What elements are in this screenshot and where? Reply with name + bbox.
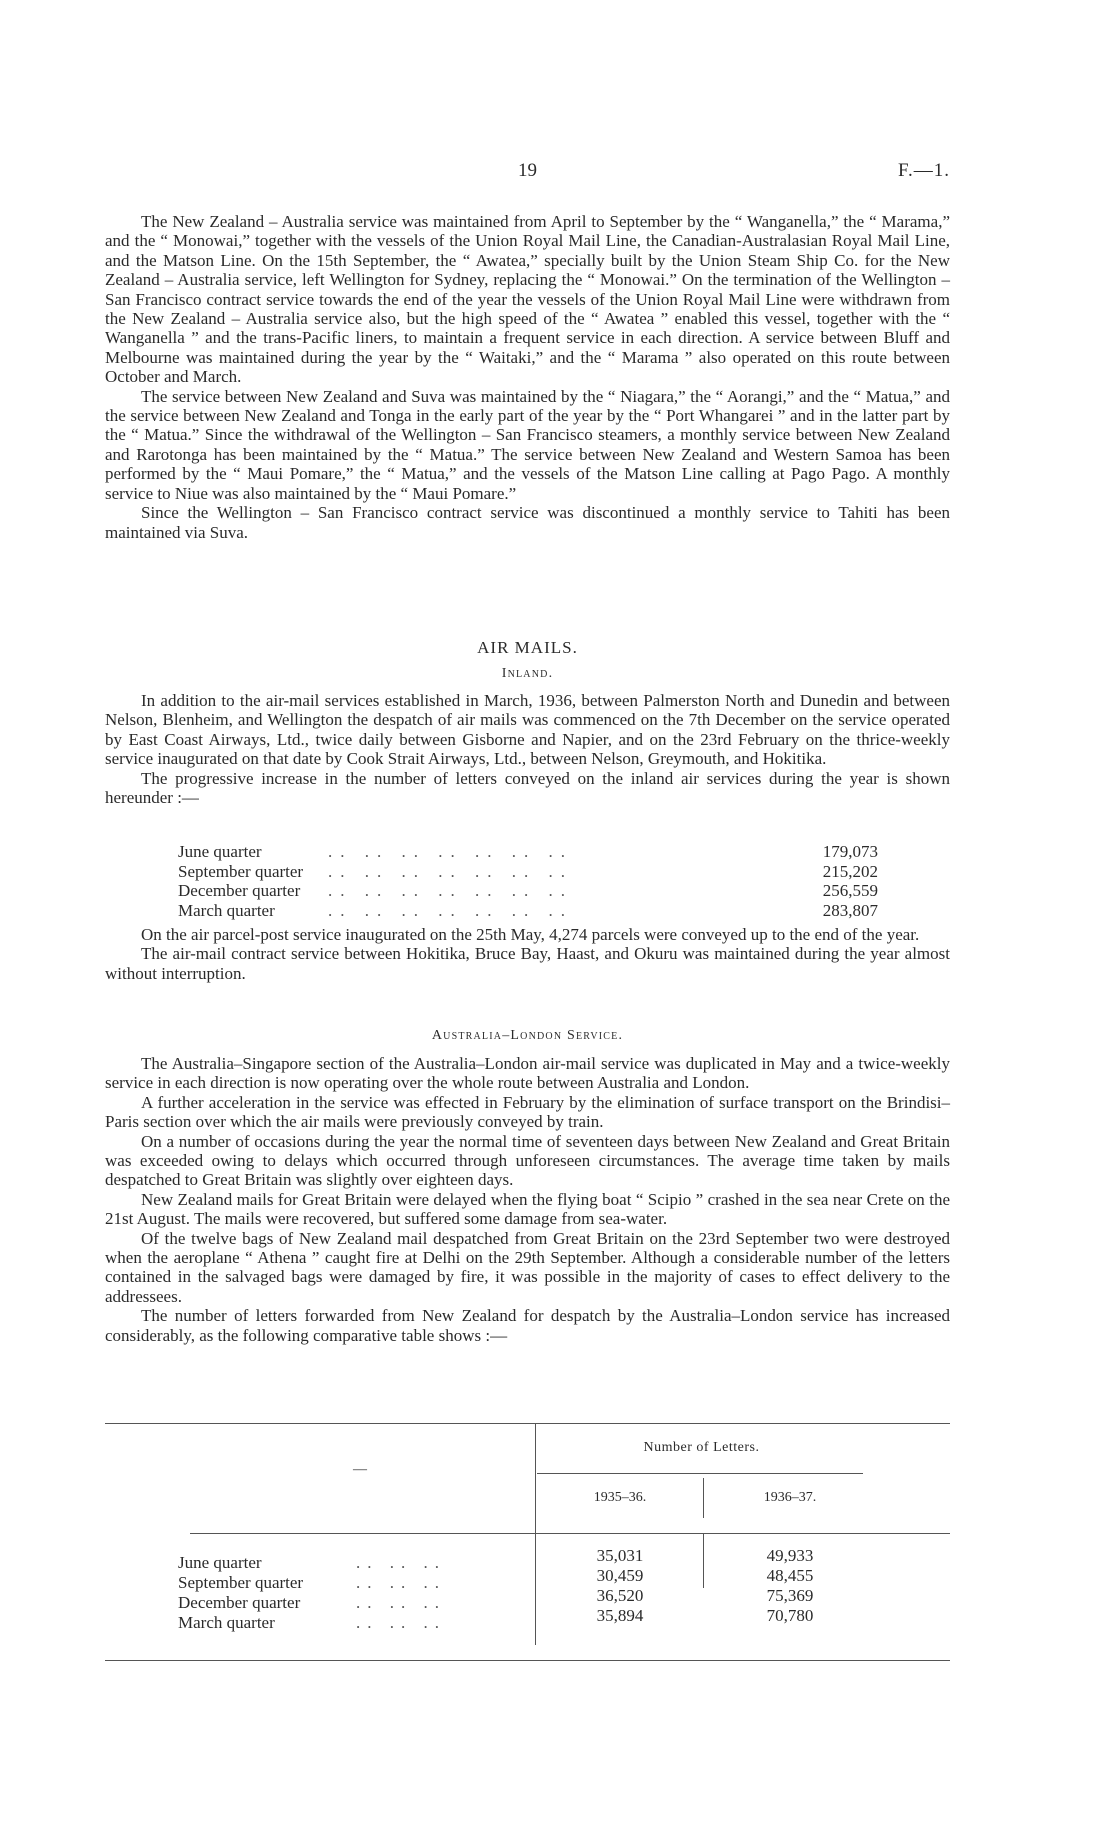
table-bottom-rule <box>105 1660 950 1661</box>
table-row <box>178 842 878 862</box>
row-value: 283,807 <box>822 900 878 920</box>
inland-text-after <box>105 925 950 983</box>
table-row <box>178 881 878 901</box>
paragraph: The New Zealand – Australia service was maintained from April to September by the “ Wanganella,” the “ Marama,” and the “ Monowai,” together with the vessels of the Union Royal Mail Line, the Canadian-Australasian Royal Mail Line, and the Matson Line. On the 15th September, the “ Awatea,” specially built by the Union Steam Ship Co. for the New Zealand – Australia service, left Wellington for Sydney, replacing the “ Monowai.” On the termination of the Wellington – San Francisco contract service towards the end of the year the vessels of the Union Royal Mail Line were withdrawn from the New Zealand – Australia service also, but the high speed of the “ Awatea ” enabled this vessel, together with the “ Wanganella ” and the trans-Pacific liners, to maintain a frequent service in each direction. A service between Bluff and Melbourne was maintained during the year by the “ Waitaki,” and the “ Marama ” also operated on this route between October and March. <box>105 212 950 387</box>
paragraph: Since the Wellington – San Francisco contract service was discontinued a monthly service to Tahiti has been maintained via Suva. <box>105 503 950 542</box>
paragraph: On the air parcel-post service inaugurated on the 25th May, 4,274 parcels were conveyed up to the end of the year. <box>141 925 920 944</box>
value-1935: 35,031 <box>596 1546 644 1565</box>
leader-dots: .. .. .. .. .. .. .. <box>328 900 573 920</box>
paragraph: Of the twelve bags of New Zealand mail despatched from Great Britain on the 23rd September two were destroyed when the aeroplane “ Athena ” caught fire at Delhi on the 29th September. Although a considerable number of the letters contained in the salvaged bags were damaged by fire, it was possible in the majority of cases to effect delivery to the addressees. <box>105 1228 950 1306</box>
leader-dots: .. .. .. .. .. .. .. <box>328 881 573 900</box>
row-label: June quarter <box>178 842 262 861</box>
page-header <box>105 160 950 190</box>
row-label: December quarter <box>178 1593 301 1612</box>
paragraph: On a number of occasions during the year the normal time of seventeen days between New Zealand and Great Britain was exceeded owing to delays which occurred through unforeseen circumstances. The average time taken by mails despatched to Great Britain was slightly over eighteen days. <box>105 1131 950 1190</box>
value-1935: 30,459 <box>596 1566 644 1585</box>
column-divider-lower <box>703 1533 704 1588</box>
shipping-services-text <box>105 212 950 542</box>
table-row <box>178 901 878 921</box>
column-divider-upper <box>703 1478 704 1518</box>
row-label: March quarter <box>178 1613 275 1632</box>
paragraph: New Zealand mails for Great Britain were delayed when the flying boat “ Scipio ” crashed in the sea near Crete on the 21st August. The mails were recovered, but suffered some damage from sea-water. <box>105 1189 950 1229</box>
subheading-australia-london: Australia–London Service. <box>431 1028 624 1043</box>
leader-dots: .. .. .. .. .. .. .. <box>328 842 573 861</box>
page-number: 19 <box>518 160 537 181</box>
stub-header: — <box>353 1462 367 1477</box>
leader-dots: .. .. .. <box>356 1613 446 1632</box>
value-1936: 49,933 <box>766 1546 814 1565</box>
leader-dots: .. .. .. .. .. .. .. <box>328 861 573 881</box>
leader-dots: .. .. .. <box>356 1593 446 1612</box>
row-label: September quarter <box>178 861 304 881</box>
row-value: 215,202 <box>822 861 878 881</box>
value-1936: 48,455 <box>766 1566 814 1585</box>
paragraph: The number of letters forwarded from New Zealand for despatch by the Australia–London service has increased considerably, as the following comparative table shows :— <box>105 1306 950 1345</box>
paragraph: The Australia–Singapore section of the Australia–London air-mail service was duplicated in May and a twice-weekly service in each direction is now operating over the whole route between Australia and London. <box>105 1054 950 1093</box>
leader-dots: .. .. .. <box>356 1553 446 1572</box>
leader-dots: .. .. .. <box>356 1573 446 1592</box>
paragraph: The air-mail contract service between Hokitika, Bruce Bay, Haast, and Okuru was maintained during the year almost without interruption. <box>105 944 950 983</box>
table-row <box>178 862 878 882</box>
row-label: June quarter <box>178 1553 262 1572</box>
table-column-rule <box>535 1423 536 1645</box>
australia-london-text <box>105 1054 950 1345</box>
row-label: March quarter <box>178 900 275 920</box>
value-1935: 35,894 <box>596 1606 644 1625</box>
value-1935: 36,520 <box>596 1586 644 1605</box>
header-bottom-rule <box>190 1533 950 1534</box>
inland-text <box>105 691 950 807</box>
paragraph: In addition to the air-mail services established in March, 1936, between Palmerston North and Dunedin and between Nelson, Blenheim, and Wellington the despatch of air mails was commenced on the 7th December on the service operated by East Coast Airways, Ltd., twice daily between Gisborne and Napier, and on the 23rd February on the thrice-weekly service inaugurated on that date by Cook Strait Airways, Ltd., between Nelson, Greymouth, and Hokitika. <box>105 691 950 769</box>
group-header: Number of Letters. <box>643 1440 760 1455</box>
group-header-rule <box>537 1473 863 1474</box>
inland-letters-table <box>178 842 878 920</box>
value-1936: 70,780 <box>766 1606 814 1625</box>
value-1936: 75,369 <box>766 1586 814 1605</box>
paragraph: A further acceleration in the service was effected in February by the elimination of surface transport on the Brindisi–Paris section over which the air mails were previously conveyed by train. <box>105 1092 950 1132</box>
row-label: September quarter <box>178 1573 304 1592</box>
paragraph: The service between New Zealand and Suva was maintained by the “ Niagara,” the “ Aorangi,” and the “ Matua,” and the service between New Zealand and Tonga in the early part of the year by the “ Port Whangarei ” and in the latter part by the “ Matua.” Since the withdrawal of the Wellington – San Francisco steamers, a monthly service between New Zealand and Rarotonga has been maintained by the “ Matua.” The service between New Zealand and Western Samoa has been performed by the “ Maui Pomare,” the “ Matua,” and the vessels of the Matson Line calling at Pago Pago. A monthly service to Niue was also maintained by the “ Maui Pomare.” <box>105 386 950 503</box>
section-heading-air-mails: AIR MAILS. <box>477 638 578 657</box>
paragraph: The progressive increase in the number of letters conveyed on the inland air services during the year is shown hereunder :— <box>105 768 950 808</box>
column-header-1935: 1935–36. <box>593 1490 647 1505</box>
table-top-rule <box>105 1423 950 1424</box>
series-code: F.—1. <box>897 160 950 181</box>
subheading-inland: Inland. <box>501 666 554 681</box>
row-label: December quarter <box>178 881 301 900</box>
column-header-1936: 1936–37. <box>763 1490 817 1505</box>
row-value: 256,559 <box>822 881 878 900</box>
row-value: 179,073 <box>822 842 878 861</box>
